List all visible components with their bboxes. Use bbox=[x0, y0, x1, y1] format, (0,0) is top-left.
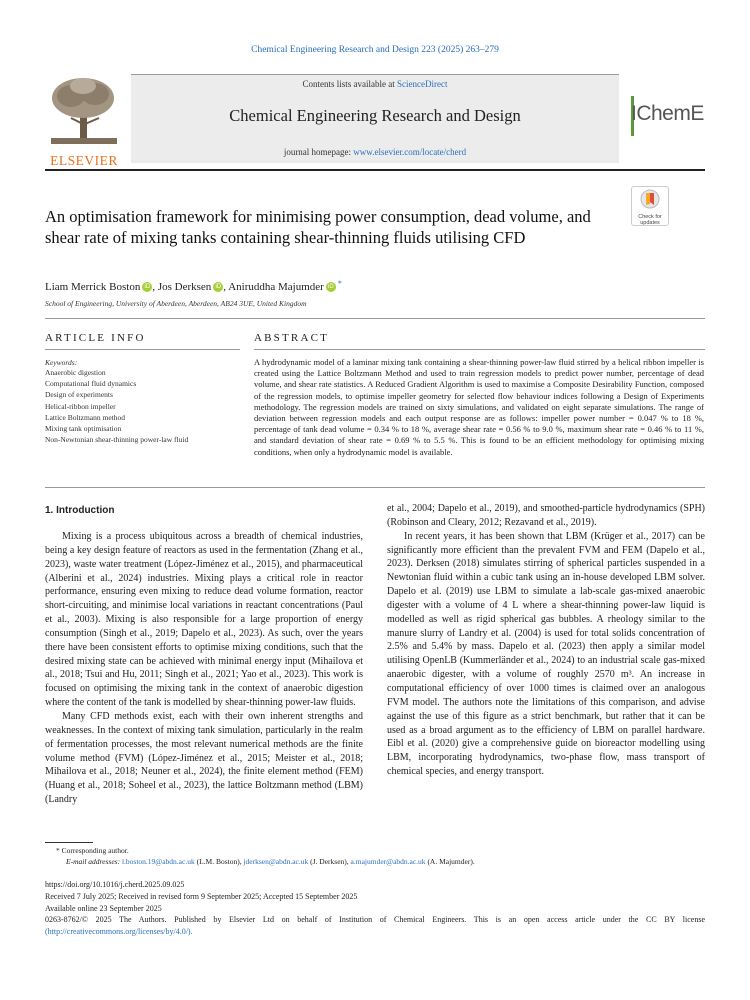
keywords-label: Keywords: bbox=[45, 358, 78, 367]
paragraph: Mixing is a process ubiquitous across a breadth of chemical industries, being a key design feature of reactors as used in the fermentation (Zhang et al., 2023), waste water treatment (López-Jiménez et al., 2015), and pharmaceutical (Alberini et al., 2024) industries. Mixing plays a critical role in reactor performance, ensuring even mixing to reduce dead volume formation, reactor short-circuiting, and minimise local variations in reactant concentrations (Paul et al., 2003). Mixing is also responsible for a large proportion of energy consumption (Singh et al., 2019; Dapelo et al., 2023). As such, over the years there have been consistent efforts to optimise mixing conditions, such that the desired mixing state can be achieved with minimal energy input (Mihailova et al., 2018; Tsui and Hu, 2011; Singh et al., 2021; Yao et al., 2023). This work is focused on optimising the mixing tank in the context of anaerobic digestion where the content of the tank is modelled by shear-thinning power-law fluids. bbox=[45, 531, 363, 709]
email-link[interactable]: jderksen@abdn.ac.uk bbox=[243, 857, 309, 866]
section-rule bbox=[45, 318, 705, 319]
abstract-rule bbox=[254, 349, 705, 350]
email-line bbox=[66, 857, 475, 866]
license-link[interactable]: (http://creativecommons.org/licenses/by/4.0/). bbox=[45, 927, 193, 936]
orcid-icon[interactable]: iD bbox=[213, 282, 223, 292]
received-dates: Received 7 July 2025; Received in revised form 9 September 2025; Accepted 15 September 2025 bbox=[45, 892, 358, 901]
author-list: Liam Merrick Boston iD , Jos Derksen iD , Aniruddha Majumder iD * bbox=[45, 279, 342, 293]
author-name[interactable]: Jos Derksen bbox=[157, 281, 212, 293]
journal-header bbox=[45, 74, 705, 166]
affiliation: School of Engineering, University of Aberdeen, Aberdeen, AB24 3UE, United Kingdom bbox=[45, 299, 307, 308]
elsevier-tree-icon bbox=[45, 74, 123, 148]
keyword: Mixing tank optimisation bbox=[45, 424, 122, 434]
corresponding-asterisk[interactable]: * bbox=[337, 279, 342, 288]
introduction-heading: 1. Introduction bbox=[45, 505, 115, 516]
paragraph: In recent years, it has been shown that LBM (Krüger et al., 2017) can be significantly more efficient than the prevalent FVM and FEM (Dapelo et al., 2023). Derksen (2018) simulates stirring of spherical particles suspended in a Newtonian fluid within a cubic tank using an in-house developed LBM solver. Dapelo et al. (2019) use LBM to simulate a lab-scale gas-mixed anaerobic digester with a volume of 4 L where a shear-thinning power-law liquid is modelled as well as rigid spherical gas bubbles. A rheology similar to the manure slurry of Landry et al. (2004) is used for total solids concentration of 2.5% and 5.4% by mass. Dapelo et al. (2023) then apply a similar model utilising OpenLB (Kummerländer et al., 2024) to an industrial scale gas-mixed anaerobic digester, with a volume of roughly 2570 m³. An increase in computational efficiency of over 1000 times is claimed over an analogous FVM model. The authors note the limitations of this comparison, and advise against the use of this figure as a strict benchmark, but rather that it can be used as a broad argument as to the efficiency of LBM on parallel hardware. Eibl et al. (2020) give a comprehensive guide on bioreactor modelling using LBM, incorporating hydrodynamics, two-phase flow, mass transport of chemical species, and energy transport. bbox=[387, 530, 705, 778]
author-name[interactable]: Aniruddha Majumder bbox=[228, 281, 324, 293]
abstract-bottom-rule bbox=[45, 487, 705, 488]
paragraph: et al., 2004; Dapelo et al., 2019), and smoothed-particle hydrodynamics (SPH) (Robinson and Cleary, 2012; Rezavand et al., 2019). bbox=[387, 503, 705, 528]
elsevier-wordmark: ELSEVIER bbox=[50, 153, 118, 168]
footnote-rule bbox=[45, 842, 93, 843]
keyword: Lattice Boltzmann method bbox=[45, 412, 125, 422]
keyword: Design of experiments bbox=[45, 390, 113, 400]
sciencedirect-link[interactable]: ScienceDirect bbox=[397, 79, 448, 89]
email-owner: (L.M. Boston), bbox=[194, 857, 244, 866]
abstract-heading: ABSTRACT bbox=[254, 332, 330, 344]
orcid-icon[interactable]: iD bbox=[142, 282, 152, 292]
article-info-rule bbox=[45, 349, 240, 350]
journal-title: Chemical Engineering Research and Design bbox=[229, 106, 521, 125]
copyright-notice bbox=[45, 914, 705, 938]
email-owner: (A. Majumder). bbox=[425, 857, 475, 866]
homepage-link[interactable]: www.elsevier.com/locate/cherd bbox=[353, 147, 467, 157]
check-updates-line1: Check for bbox=[638, 214, 662, 220]
orcid-icon[interactable]: iD bbox=[326, 282, 336, 292]
article-title: An optimisation framework for minimising power consumption, dead volume, and shear rate of mixing tanks containing shear-thinning fluids utilising CFD bbox=[45, 207, 591, 247]
contents-prefix: Contents lists available at bbox=[302, 79, 397, 89]
check-for-updates-button[interactable] bbox=[631, 186, 669, 226]
paragraph: Many CFD methods exist, each with their own inherent strengths and weaknesses. In the context of mixing tank simulation, particularly in the realm of fermentation processes, the most relevant numerical methods are the finite volume method (FVM) (López-Jiménez et al., 2015; Meister et al., 2018; Mihailova et al., 2018; Neuner et al., 2024), the finite element method (FEM) (Huang et al., 2018; Soheel et al., 2023), the lattice Boltzmann method (LBM) (Landry bbox=[45, 710, 363, 806]
icheme-logo[interactable] bbox=[627, 74, 705, 162]
header-rule bbox=[45, 169, 705, 171]
elsevier-logo[interactable] bbox=[45, 74, 123, 168]
homepage-prefix: journal homepage: bbox=[283, 147, 354, 157]
available-online: Available online 23 September 2025 bbox=[45, 904, 162, 913]
keyword: Helical-ribbon impeller bbox=[45, 401, 116, 411]
homepage-line bbox=[131, 147, 619, 157]
icheme-wordmark: IChemE bbox=[631, 102, 704, 125]
check-updates-line2: updates bbox=[640, 220, 660, 226]
email-label: E-mail addresses: bbox=[66, 857, 121, 866]
right-column bbox=[387, 502, 705, 779]
abstract-text: A hydrodynamic model of a laminar mixing tank containing a shear-thinning power-law fluid stirred by a helical ribbon impeller is created using the Lattice Boltzmann Method and used to train regression models to predict power number, percentage of dead volume, and shear rate statistics. A Reduced Gradient Algorithm is used to maximise a Composite Desirability Function, composed of the regression models, to optimise impeller geometry for selected flow behaviour indices following a Design of Experiments methodology. The regression models are trained on sixty simulations, and validated on eight separate simulations. The range of deviation between regression models and each output response are as follows: impeller power number = 0.047 % to 18 %, percentage of tank dead volume = 0.34 % to 18 %, average shear rate = 0.56 % to 9.0 %, maximum shear rate = 0.46 % to 11 %, and standard deviation of shear rate = 0.69 % to 5.5 %. This is found to be an efficient methodology for optimising mixing conditions, when only a hydrodynamic model is available. bbox=[254, 357, 704, 457]
author-name[interactable]: Liam Merrick Boston bbox=[45, 281, 141, 293]
doi-link[interactable]: https://doi.org/10.1016/j.cherd.2025.09.025 bbox=[45, 880, 185, 889]
email-owner: (J. Derksen), bbox=[308, 857, 351, 866]
keyword: Computational fluid dynamics bbox=[45, 379, 137, 389]
journal-reference[interactable]: Chemical Engineering Research and Design 223 (2025) 263–279 bbox=[251, 45, 499, 55]
copyright-text: 0263-8762/© 2025 The Authors. Published by Elsevier Ltd on behalf of Institution of Chemical Engineers. This is an open access article under the CC BY license bbox=[45, 915, 705, 924]
left-column bbox=[45, 530, 363, 807]
email-link[interactable]: a.majumder@abdn.ac.uk bbox=[350, 857, 426, 866]
keyword: Non-Newtonian shear-thinning power-law fluid bbox=[45, 435, 189, 445]
email-link[interactable]: l.boston.19@abdn.ac.uk bbox=[121, 857, 195, 866]
journal-banner bbox=[131, 74, 619, 163]
bookmark-icon bbox=[640, 189, 660, 209]
keyword: Anaerobic digestion bbox=[45, 368, 106, 377]
contents-line bbox=[131, 79, 619, 89]
corresponding-note: * Corresponding author. bbox=[56, 846, 129, 855]
keywords-list bbox=[45, 367, 188, 445]
article-info-heading: ARTICLE INFO bbox=[45, 332, 146, 344]
